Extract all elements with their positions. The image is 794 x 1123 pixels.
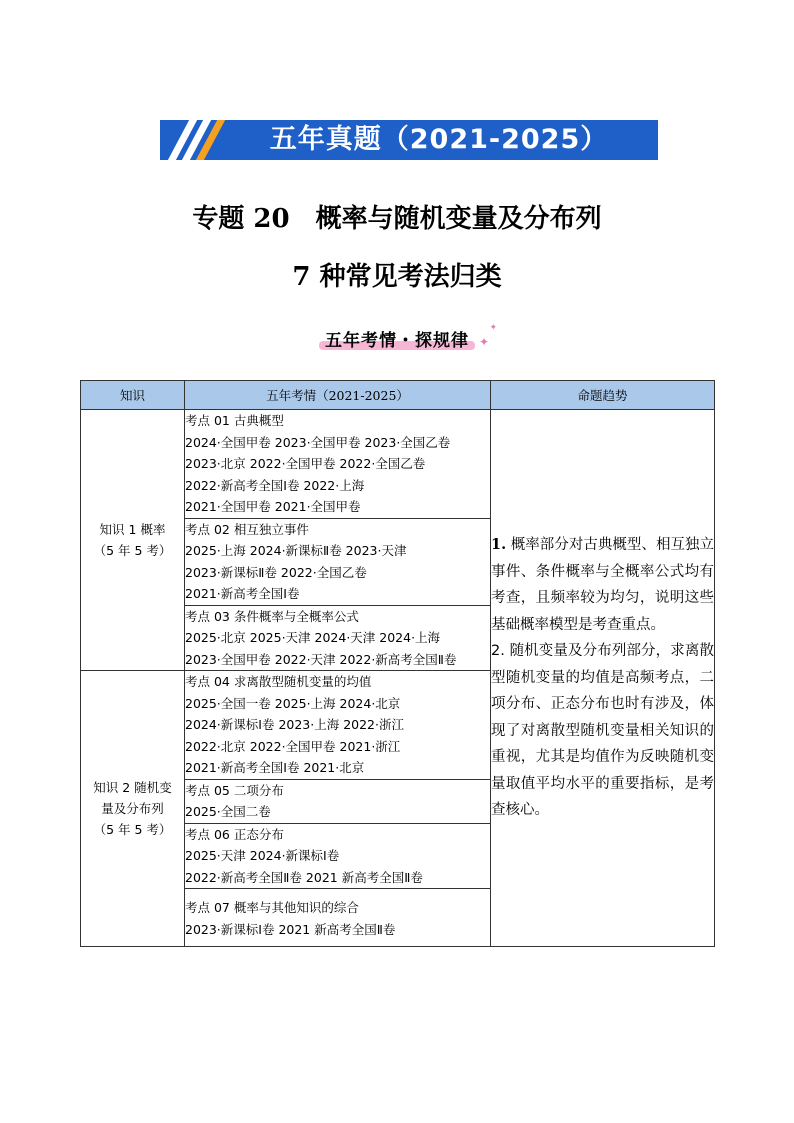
knowledge-label-cont: 量及分布列 [101,801,164,816]
table-row [81,410,715,519]
point-line: 2022·新高考全国Ⅰ卷 2022·上海 [185,477,365,493]
point-line: 2021·全国甲卷 2021·全国甲卷 [185,499,361,514]
sparkle-icon: ✦ [478,335,489,349]
point-cell [185,605,491,671]
section-header-text: 五年考情・探规律 [325,331,469,351]
header-trend: 命题趋势 [491,381,715,410]
trend-cell [491,410,715,947]
point-line: 2024·新课标Ⅰ卷 2023·上海 2022·浙江 [185,717,404,732]
point-line: 2022·新高考全国Ⅱ卷 2021 新高考全国Ⅱ卷 [185,869,423,885]
knowledge-label: 知识 1 概率 [99,522,166,537]
header-five-years: 五年考情（2021-2025） [185,381,491,410]
point-title: 考点 07 概率与其他知识的综合 [185,900,359,915]
point-cell [185,671,491,780]
page-title: 专题 20 概率与随机变量及分布列 [192,204,602,234]
point-line: 2023·新课标Ⅱ卷 2022·全国乙卷 [185,564,367,580]
trend-num: 2. [491,643,505,660]
point-title: 考点 06 正态分布 [185,826,284,842]
table-header-row [81,381,715,410]
point-line: 2023·全国甲卷 2022·天津 2022·新高考全国Ⅱ卷 [185,651,457,667]
point-line: 2023·北京 2022·全国甲卷 2022·全国乙卷 [185,456,426,471]
trend-paragraph-1 [491,532,714,638]
knowledge-cell-1 [81,410,185,671]
point-line: 2025·天津 2024·新课标Ⅰ卷 [185,848,340,863]
point-cell [185,889,491,947]
point-title: 考点 01 古典概型 [185,413,284,428]
point-line: 2025·上海 2024·新课标Ⅱ卷 2023·天津 [185,543,407,558]
point-cell [185,410,491,519]
knowledge-label: 知识 2 随机变 [93,780,172,795]
point-cell [185,779,491,823]
point-title: 考点 04 求离散型随机变量的均值 [185,674,372,689]
section-header [0,323,794,351]
point-line: 2025·北京 2025·天津 2024·天津 2024·上海 [185,630,441,645]
page-subtitle: 7 种常见考法归类 [292,262,502,292]
trend-text: 随机变量及分布列部分，求离散型随机变量的均值是高频考点，二项分布、正态分布也时有涉及，体现了对离散型随机变量相关知识的重视，尤其是均值作为反映随机变量取值平均水平的重要指标，是考查核心。 [491,643,714,819]
sparkle-icon: ✦ [489,323,497,333]
section-header-wrap [319,323,497,351]
point-line: 2024·全国甲卷 2023·全国甲卷 2023·全国乙卷 [185,434,451,450]
point-line: 2025·全国二卷 [185,804,271,819]
header-knowledge: 知识 [81,381,185,410]
point-line: 2021·新高考全国Ⅰ卷 [185,586,300,601]
point-line: 2022·北京 2022·全国甲卷 2021·浙江 [185,738,401,754]
point-cell [185,518,491,605]
trend-paragraph-2 [491,638,714,824]
point-cell [185,823,491,889]
knowledge-count: （5 年 5 考） [93,543,172,558]
point-line: 2021·新高考全国Ⅰ卷 2021·北京 [185,760,365,775]
point-line: 2023·新课标Ⅰ卷 2021 新高考全国Ⅱ卷 [185,921,396,937]
point-title: 考点 05 二项分布 [185,782,284,798]
trend-text: 概率部分对古典概型、相互独立事件、条件概率与全概率公式均有考查，且频率较为均匀，说明这些基础概率模型是考查重点。 [491,537,714,633]
point-line: 2025·全国一卷 2025·上海 2024·北京 [185,695,401,711]
knowledge-count: （5 年 5 考） [93,822,172,837]
point-title: 考点 02 相互独立事件 [185,521,309,537]
banner-title: 五年真题（2021-2025） [269,124,609,155]
knowledge-cell-2 [81,671,185,947]
point-title: 考点 03 条件概率与全概率公式 [185,608,359,624]
banner [160,120,658,160]
trend-num: 1. [491,536,507,554]
exam-table [80,380,715,947]
